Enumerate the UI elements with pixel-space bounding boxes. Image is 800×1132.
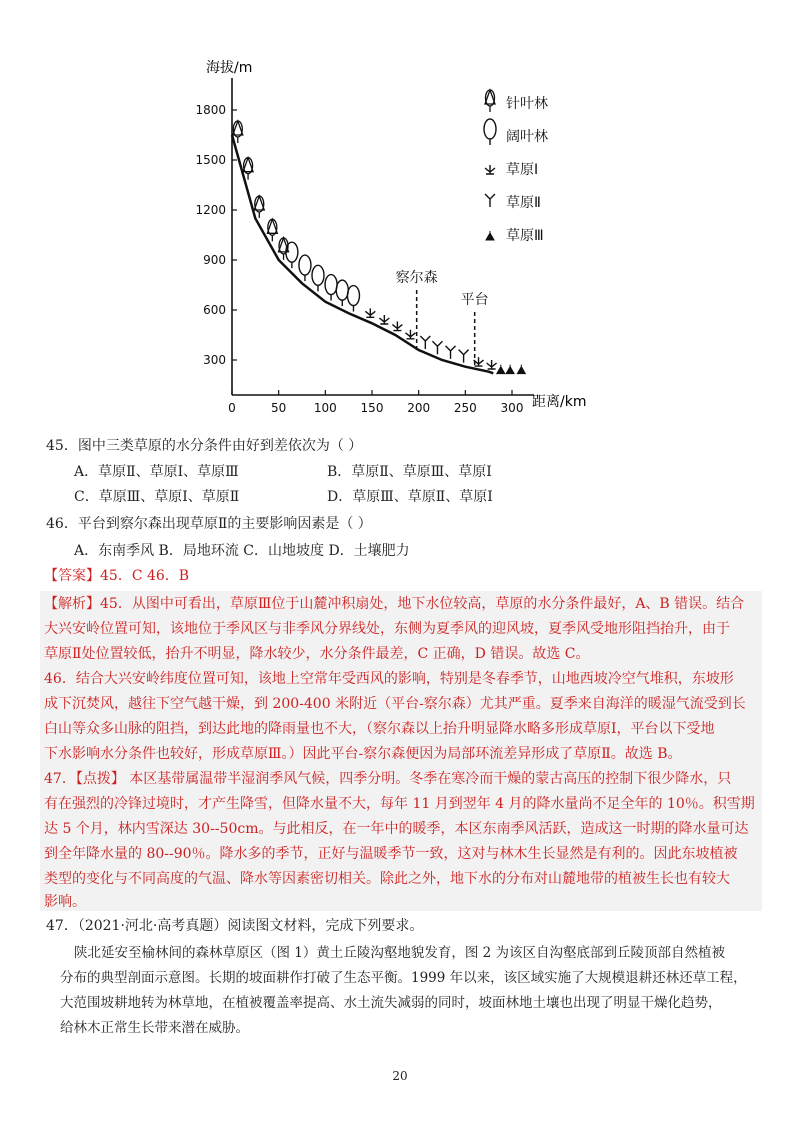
legend-item [486, 228, 544, 244]
analysis-line-4: 46．结合大兴安岭纬度位置可知，该地上空常年受西风的影响，特别是冬春季节，山地西坡冷空气堆积，东坡形 [44, 671, 734, 687]
chart-annotations [396, 269, 489, 367]
y-tick-label: 900 [203, 253, 226, 267]
grassland-3-symbol [517, 365, 525, 374]
x-tick-label: 200 [407, 401, 431, 415]
y-tick-label: 1500 [195, 153, 226, 167]
q46-options: A．东南季风 B．局地环流 C．山地坡度 D．土壤肥力 [74, 543, 410, 559]
q45-option-a: A．草原Ⅱ、草原Ⅰ、草原Ⅲ [74, 464, 239, 480]
question-46-stem: 46．平台到察尔森出现草原Ⅱ的主要影响因素是（ ） [46, 516, 372, 532]
grassland-1-symbol [405, 330, 415, 339]
x-tick-labels [228, 390, 523, 415]
conifer-symbol [485, 90, 495, 112]
y-tick-labels [195, 103, 237, 367]
grassland-3-symbol [497, 365, 505, 374]
q45-option-d: D．草原Ⅲ、草原Ⅱ、草原Ⅰ [327, 489, 493, 505]
grassland-2-symbol [446, 346, 456, 359]
broadleaf-symbol [336, 280, 348, 306]
legend-label: 草原Ⅱ [506, 195, 541, 211]
grassland-2-symbol [485, 194, 495, 207]
terrain-profile-line [232, 135, 493, 373]
question-45-stem: 45．图中三类草原的水分条件由好到差依次为（ ） [46, 438, 363, 454]
legend-label: 针叶林 [506, 96, 548, 112]
y-tick-label: 300 [203, 353, 226, 367]
q47-material-line-3: 大范围坡耕地转为林草地，在植被覆盖率提高、水土流失减弱的同时，坡面林地土壤也出现了明显干燥化趋势， [60, 995, 722, 1011]
grassland-1-symbol [487, 360, 497, 369]
broadleaf-symbol [325, 275, 337, 301]
grassland-3-symbol [486, 231, 494, 240]
chart-legend [484, 90, 548, 244]
analysis-line-7: 下水影响水分条件也较好，形成草原Ⅲ。）因此平台-察尔森便因为局部环流差异形成了草原Ⅱ。故选 B。 [44, 746, 682, 762]
broadleaf-symbol [484, 119, 496, 145]
analysis-line-8: 47．【点拨】 本区基带属温带半湿润季风气候，四季分明。冬季在寒冷而干燥的蒙古高压的控制下很少降水，只 [44, 771, 732, 787]
x-tick-label: 0 [228, 401, 236, 415]
annotation-platform: 平台 [460, 292, 489, 308]
analysis-line-3: 草原Ⅱ处位置较低，抬升不明显，降水较少，水分条件最差，C 正确，D 错误。故选 C。 [44, 646, 590, 662]
annotation-charsen: 察尔森 [395, 270, 438, 286]
page-number: 20 [392, 1069, 408, 1083]
elevation-vegetation-chart [190, 50, 610, 430]
x-tick-label: 150 [360, 401, 384, 415]
x-axis-title: 距离/km [532, 394, 587, 410]
y-tick-label: 1200 [195, 203, 226, 217]
grassland-1-symbol [379, 315, 389, 324]
grassland-1-symbol [485, 165, 495, 174]
x-tick-label: 300 [500, 401, 524, 415]
grassland-1-symbol [365, 308, 375, 317]
legend-label: 草原Ⅲ [506, 228, 544, 244]
broadleaf-symbol [312, 265, 324, 291]
analysis-line-1: 【解析】45．从图中可看出，草原Ⅲ位于山麓冲积扇处，地下水位较高，草原的水分条件最好，A、B 错误。结合 [44, 596, 745, 612]
analysis-line-6: 白山等众多山脉的阻挡，到达此地的降雨量也不大，（察尔森以上抬升明显降水略多形成草原Ⅰ，平台以下受地 [44, 721, 715, 737]
grassland-3-symbol [506, 365, 514, 374]
y-axis-title: 海拔/m [206, 60, 253, 76]
x-tick-label: 50 [271, 401, 287, 415]
answer-line: 【答案】45．C 46．B [44, 568, 190, 584]
analysis-line-13: 影响。 [44, 894, 86, 910]
x-tick-label: 250 [453, 401, 477, 415]
analysis-line-10: 达 5 个月，林内雪深达 30--50cm。与此相反，在一年中的暖季，本区东南季风活跃，造成这一时期的降水量可达 [44, 821, 749, 837]
grassland-2-symbol [459, 350, 469, 363]
legend-item [485, 90, 548, 112]
legend-label: 阔叶林 [506, 129, 548, 145]
conifer-symbol [267, 219, 277, 241]
conifer-symbol [254, 196, 264, 218]
q45-option-c: C．草原Ⅲ、草原Ⅰ、草原Ⅱ [74, 489, 240, 505]
broadleaf-symbol [299, 255, 311, 281]
y-tick-label: 1800 [195, 103, 226, 117]
legend-item [485, 162, 538, 178]
broadleaf-symbol [286, 242, 298, 268]
x-tick-label: 100 [313, 401, 337, 415]
analysis-line-5: 成下沉焚风，越往下空气越干燥，到 200-400 米附近（平台-察尔森）尤其严重。夏季来自海洋的暖湿气流受到长 [44, 696, 746, 712]
question-47-stem: 47．（2021·河北·高考真题）阅读图文材料，完成下列要求。 [46, 918, 424, 934]
analysis-line-12: 类型的变化与不同高度的气温、降水等因素密切相关。除此之外，地下水的分布对山麓地带的植被生长也有较大 [44, 871, 730, 887]
y-tick-label: 600 [203, 303, 226, 317]
q47-material-line-4: 给林木正常生长带来潜在威胁。 [60, 1020, 249, 1036]
broadleaf-symbol [347, 286, 359, 312]
q47-material-line-2: 分布的典型剖面示意图。长期的坡面耕作打破了生态平衡。1999 年以来，该区域实施了大规模退耕还林还草工程， [60, 970, 747, 986]
grassland-2-symbol [432, 341, 442, 354]
legend-label: 草原Ⅰ [506, 162, 539, 178]
analysis-line-11: 到全年降水量的 80--90％。降水多的季节，正好与温暖季节一致，这对与林木生长显然是有利的。因此东坡植被 [44, 846, 738, 862]
legend-item [484, 119, 548, 145]
legend-item [485, 194, 541, 211]
analysis-line-9: 有在强烈的冷锋过境时，才产生降雪，但降水量不大，每年 11 月到翌年 4 月的降水量尚不足全年的 10％。积雪期 [44, 796, 755, 812]
grassland-1-symbol [392, 322, 402, 331]
q47-material-line-1: 陕北延安至榆林间的森林草原区（图 1）黄土丘陵沟壑地貌发育，图 2 为该区自沟壑底部到丘陵顶部自然植被 [74, 945, 726, 961]
q45-option-b: B．草原Ⅱ、草原Ⅲ、草原Ⅰ [327, 464, 492, 480]
grassland-2-symbol [420, 336, 430, 349]
analysis-line-2: 大兴安岭位置可知，该地位于季风区与非季风分界线处，东侧为夏季风的迎风坡，夏季风受地形阻挡抬升，由于 [44, 621, 730, 637]
vegetation-symbols [233, 121, 526, 374]
